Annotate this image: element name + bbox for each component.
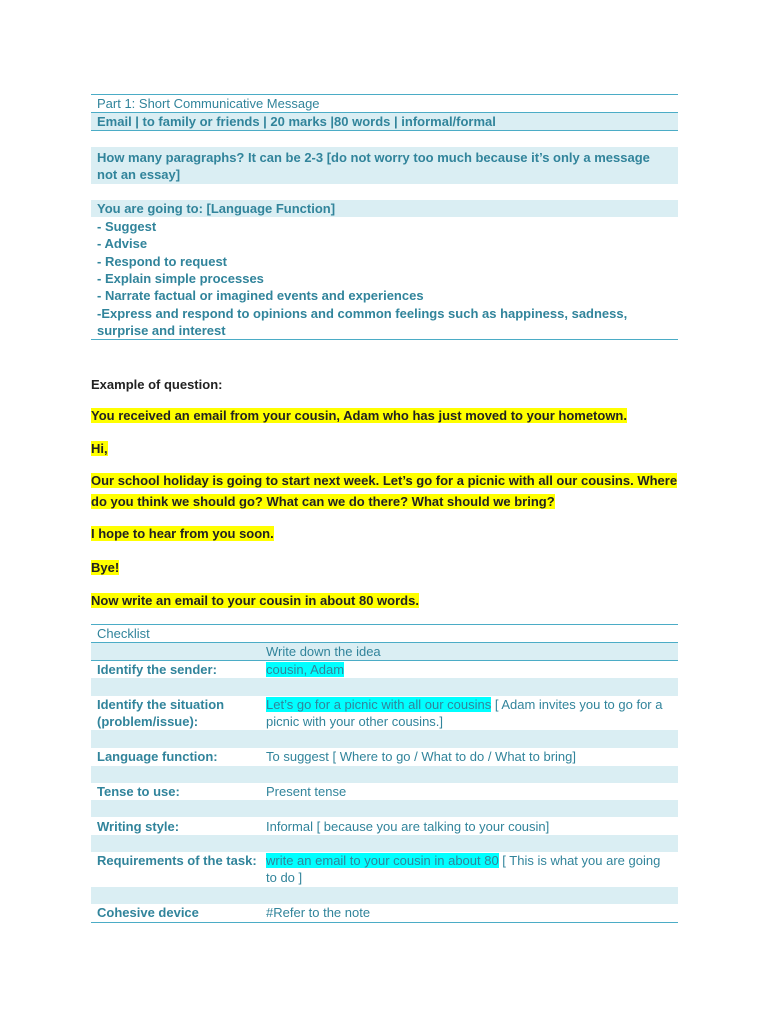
list-item: -Express and respond to opinions and common feelings such as happiness, sadness, surprise and interest [97, 306, 628, 338]
part-title: Part 1: Short Communicative Message [97, 96, 320, 111]
row-value: Present tense [266, 784, 347, 799]
row-value: To suggest [ Where to go / What to do / What to bring] [266, 749, 576, 764]
part-box-bottom-rule [91, 339, 678, 340]
cyan-highlight: write an email to your cousin in about 80 [266, 853, 499, 868]
checklist-bottom-rule [91, 922, 678, 923]
row-value [266, 661, 344, 678]
row-value [266, 696, 666, 730]
row-note: [ This is what you are going to do ] [266, 853, 661, 885]
task-spec: Email | to family or friends | 20 marks |80 words | informal/formal [97, 114, 496, 129]
list-item: - Respond to request [97, 254, 228, 269]
checklist-top-rule [91, 624, 678, 625]
checklist-header-band [91, 642, 678, 660]
example-intro [91, 405, 681, 426]
spacer-band [91, 730, 678, 748]
spacer-band [91, 678, 678, 696]
paragraphs-note: How many paragraphs? It can be 2-3 [do not worry too much because it’s only a message not an essay] [97, 150, 650, 182]
email-body [91, 470, 681, 512]
list-item: - Suggest [97, 219, 157, 234]
function-heading: You are going to: [Language Function] [97, 201, 336, 216]
highlighted-text: I hope to hear from you soon. [91, 526, 274, 541]
list-item: - Narrate factual or imagined events and experiences [97, 288, 424, 303]
cyan-highlight: Let’s go for a picnic with all our cousins [266, 697, 492, 712]
row-label: Cohesive device [97, 905, 199, 920]
highlighted-text: Bye! [91, 560, 120, 575]
spacer-band [91, 800, 678, 817]
column-header-idea: Write down the idea [266, 644, 381, 659]
row-value: Informal [ because you are talking to your cousin] [266, 819, 550, 834]
email-signoff [91, 557, 681, 578]
list-item: - Explain simple processes [97, 271, 264, 286]
row-note: [ Adam invites you to go for a picnic with your other cousins.] [266, 697, 663, 729]
row-label: Language function: [97, 749, 218, 764]
highlighted-text: You received an email from your cousin, Adam who has just moved to your hometown. [91, 408, 627, 423]
highlighted-text: Hi, [91, 441, 108, 456]
row-label: Identify the sender: [97, 662, 217, 677]
checklist-title: Checklist [97, 626, 150, 641]
row-label: Requirements of the task: [97, 853, 257, 868]
task-instruction [91, 590, 681, 611]
spec-rule-bottom [91, 130, 678, 131]
spacer-band [91, 887, 678, 904]
row-label: Writing style: [97, 819, 180, 834]
spacer-band [91, 766, 678, 783]
email-closing [91, 523, 681, 544]
example-heading: Example of question: [91, 377, 223, 392]
row-value: #Refer to the note [266, 905, 371, 920]
highlighted-text: Now write an email to your cousin in about 80 words. [91, 593, 419, 608]
row-value [266, 852, 671, 886]
cyan-highlight: cousin, Adam [266, 662, 345, 677]
header-rule-top [91, 642, 678, 643]
list-item: - Advise [97, 236, 148, 251]
spacer-band [91, 835, 678, 852]
highlighted-text: Our school holiday is going to start next week. Let’s go for a picnic with all our cousins. Where do you think we should go? What can we do there? What should we bring? [91, 473, 678, 509]
row-label: Tense to use: [97, 784, 180, 799]
email-greeting [91, 438, 681, 459]
row-label: Identify the situation (problem/issue): [97, 697, 225, 729]
